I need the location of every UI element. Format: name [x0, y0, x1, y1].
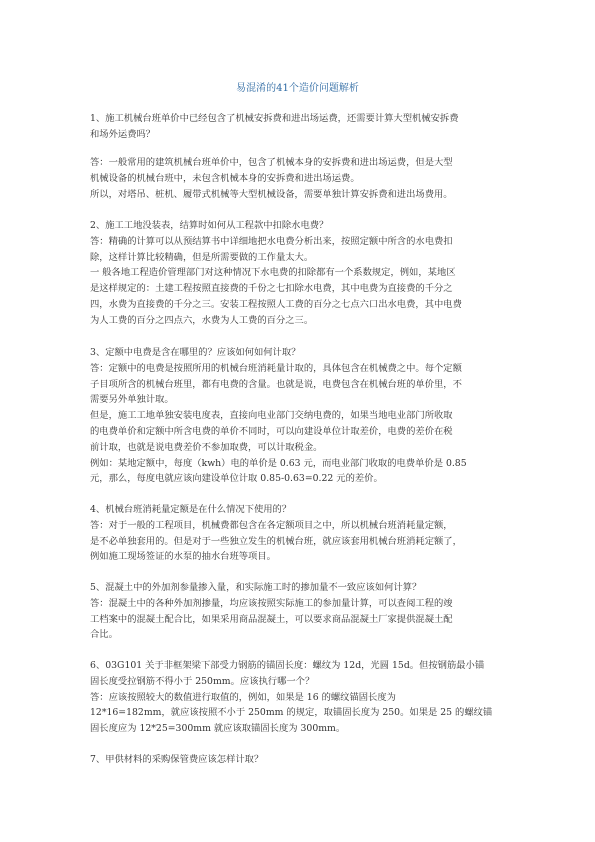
text-line: 答：定额中的电费是按照所用的机械台班消耗量计取的，具体包含在机械费之中。每个定额 [90, 362, 462, 374]
text-line: 机械设备的机械台班中，未包含机械本身的安拆费和进出场运费。 [90, 172, 360, 184]
text-line: 2、施工工地没装表，结算时如何从工程款中扣除水电费？ [90, 220, 329, 231]
text-line: 除，这样计算比较精确，但是所需要做的工作量太大。 [90, 251, 314, 263]
text-line: 答：精确的计算可以从预结算书中详细地把水电费分析出来，按照定额中所含的水电费扣 [90, 235, 453, 247]
text-line: 子目项所含的机械台班里，都有电费的含量。也就是说，电费包含在机械台班的单价里，不 [90, 378, 462, 390]
text-line: 的电费单价和定额中所含电费的单价不同时，可以向建设单位计取差价，电费的差价在税 [90, 425, 453, 437]
text-line: 所以，对塔吊、桩机、履带式机械等大型机械设备，需要单独计算安拆费和进出场费用。 [90, 188, 453, 200]
paragraph-q6 [90, 658, 510, 737]
paragraph-q5 [90, 580, 510, 643]
text-line: 工档案中的混凝土配合比，如果采用商品混凝土，可以要求商品混凝土厂家提供混凝土配 [90, 613, 453, 625]
paragraph-q1 [90, 111, 510, 143]
paragraph-q4 [90, 502, 510, 565]
text-line: 固长度应为 12*25=300mm 就应该取锚固长度为 300mm。 [90, 723, 346, 735]
paragraph-q3 [90, 345, 510, 487]
text-line: 是这样规定的：土建工程按照直接费的千份之七扣除水电费，其中电费为直接费的千分之 [90, 283, 453, 295]
text-line: 但是，施工工地单独安装电度表，直接向电业部门交纳电费的，如果当地电业部门所收取 [90, 410, 453, 422]
paragraph-a1 [90, 155, 510, 202]
text-line: 是不必单独套用的。但是对于一些独立发生的机械台班，就应该套用机械台班消耗定额了， [90, 535, 462, 547]
text-line: 合比。 [90, 629, 118, 641]
text-line: 需要另外单独计取。 [90, 394, 174, 406]
text-line: 和场外运费吗？ [90, 128, 156, 140]
text-line: 答：混凝土中的各种外加剂掺量，均应该按照实际施工的参加量计算，可以查阅工程的竣 [90, 597, 453, 609]
paragraph-q2 [90, 218, 510, 329]
paragraph-q7 [90, 752, 510, 768]
text-line: 例如：某地定额中，每度（kwh）电的单价是 0.63 元，而电业部门收取的电费单价是 0.85 [90, 457, 467, 469]
text-line: 1、施工机械台班单价中已经包含了机械安拆费和进出场运费，还需要计算大型机械安拆费 [90, 113, 459, 124]
text-line: 6、03G101 关于非框架梁下部受力钢筋的锚固长度：螺纹为 12d，光圆 15d。但按钢筋最小锚 [90, 660, 485, 671]
text-line: 12*16=182mm，就应该按照不小于 250mm 的规定，取锚固长度为 250。如果是 25 的螺纹锚 [90, 707, 493, 719]
text-line: 元，那么，每度电就应该向建设单位计取 0.85-0.63=0.22 元的差价。 [90, 473, 383, 485]
text-line: 为人工费的百分之四点六，水费为人工费的百分之三。 [90, 314, 314, 326]
text-line: 5、混凝土中的外加剂参量掺入量，和实际施工时的掺加量不一致应该如何计算？ [90, 582, 422, 593]
document-title: 易混淆的41个造价问题解析 [236, 83, 359, 94]
text-line: 固长度受拉钢筋不得小于 250mm。应该执行哪一个？ [90, 675, 315, 687]
text-line: 3、定额中电费是含在哪里的？应该如何如何计取？ [90, 347, 301, 358]
text-line: 一 般各地工程造价管理部门对这种情况下水电费的扣除都有一个系数规定，例如，某地区 [90, 267, 456, 279]
text-line: 4、机械台班消耗量定额是在什么情况下使用的？ [90, 504, 292, 515]
text-line: 答：对于一般的工程项目，机械费都包含在各定额项目之中，所以机械台班消耗量定额， [90, 519, 453, 531]
text-line: 答：一般常用的建筑机械台班单价中，包含了机械本身的安拆费和进出场运费，但是大型 [90, 157, 453, 168]
text-line: 四，水费为直接费的千分之三。安装工程按照人工费的百分之七点六口出水电费，其中电费 [90, 298, 462, 310]
text-line: 答：应该按照较大的数值进行取值的，例如，如果是 16 的螺纹锚固长度为 [90, 691, 396, 703]
text-line: 前计取，也就是说电费差价不参加取费，可以计取税金。 [90, 441, 323, 453]
text-line: 例如施工现场签证的水泵的抽水台班等项目。 [90, 551, 276, 563]
text-line: 7、甲供材料的采购保管费应该怎样计取？ [90, 754, 264, 765]
